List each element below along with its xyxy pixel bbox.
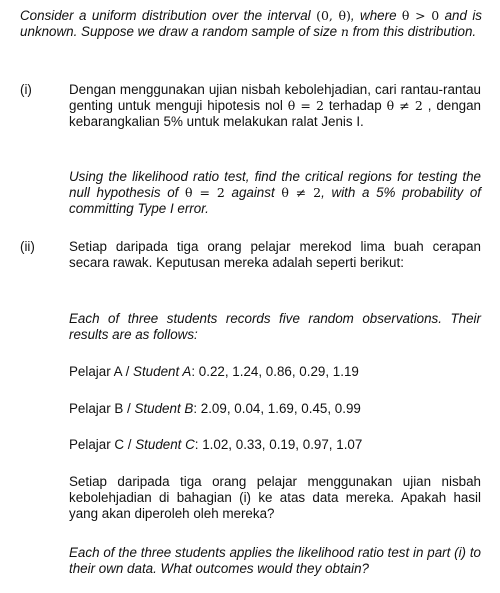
malay-text: Dengan menggunakan ujian nisbah kebolehjadian, cari rantau-rantau genting untuk menguji hipotesis nol: [69, 82, 481, 113]
intro-paragraph: [20, 8, 482, 40]
student-label-english: Student C: [135, 437, 195, 452]
student-b-row: [69, 401, 481, 416]
student-c-row: [69, 437, 481, 452]
question-i-english: [69, 169, 481, 217]
sample-size-math: n: [340, 24, 349, 39]
alt-hypothesis-math: θ ≠ 2: [281, 185, 322, 200]
student-values: : 1.02, 0.33, 0.19, 0.97, 1.07: [194, 437, 363, 452]
question-number-i: (i): [20, 82, 32, 97]
question-number-ii: (ii): [20, 239, 35, 254]
question-ii-malay-intro: Setiap daripada tiga orang pelajar merekod lima buah cerapan secara rawak. Keputusan mereka adalah seperti berikut:: [69, 239, 481, 270]
student-label-malay: Pelajar A /: [69, 364, 134, 379]
question-ii-english-task: Each of the three students applies the likelihood ratio test in part (i) to their own data. What outcomes would they obtain?: [69, 545, 481, 576]
student-values: : 2.09, 0.04, 1.69, 0.45, 0.99: [193, 401, 361, 416]
student-label-malay: Pelajar B /: [69, 401, 135, 416]
student-label-english: Student B: [134, 401, 194, 416]
malay-text: terhadap: [323, 98, 387, 113]
intro-text: and is unknown. Suppose we draw a random sample of size: [20, 8, 482, 39]
intro-text: from this distribution.: [348, 24, 477, 39]
student-a-row: [69, 364, 481, 379]
student-values: : 0.22, 1.24, 0.86, 0.29, 1.19: [191, 364, 359, 379]
null-hypothesis-math: θ = 2: [185, 185, 225, 200]
question-ii-malay-task: Setiap daripada tiga orang pelajar menggunakan ujian nisbah kebolehjadian di bahagian (i) ke atas data mereka. Apakah hasil yang akan diperoleh oleh mereka?: [69, 474, 481, 521]
question-i-malay: [69, 82, 481, 130]
english-text: against: [224, 185, 282, 200]
interval-math: (0, θ): [316, 8, 351, 23]
student-label-english: Student A: [133, 364, 192, 379]
intro-text: , where: [350, 8, 402, 23]
malay-text: , dengan kebarangkalian 5% untuk melakukan ralat Jenis I.: [69, 98, 481, 129]
intro-text: Consider a uniform distribution over the interval: [20, 8, 317, 23]
alt-hypothesis-math: θ ≠ 2: [386, 98, 423, 113]
student-label-malay: Pelajar C /: [69, 437, 136, 452]
english-text: Using the likelihood ratio test, find the critical regions for testing the null hypothesis of: [69, 169, 481, 200]
english-text: , with a 5% probability of committing Type I error.: [69, 185, 482, 216]
null-hypothesis-math: θ = 2: [287, 98, 324, 113]
condition-math: θ > 0: [401, 8, 440, 23]
question-ii-english-intro: Each of three students records five random observations. Their results are as follows:: [69, 311, 481, 342]
